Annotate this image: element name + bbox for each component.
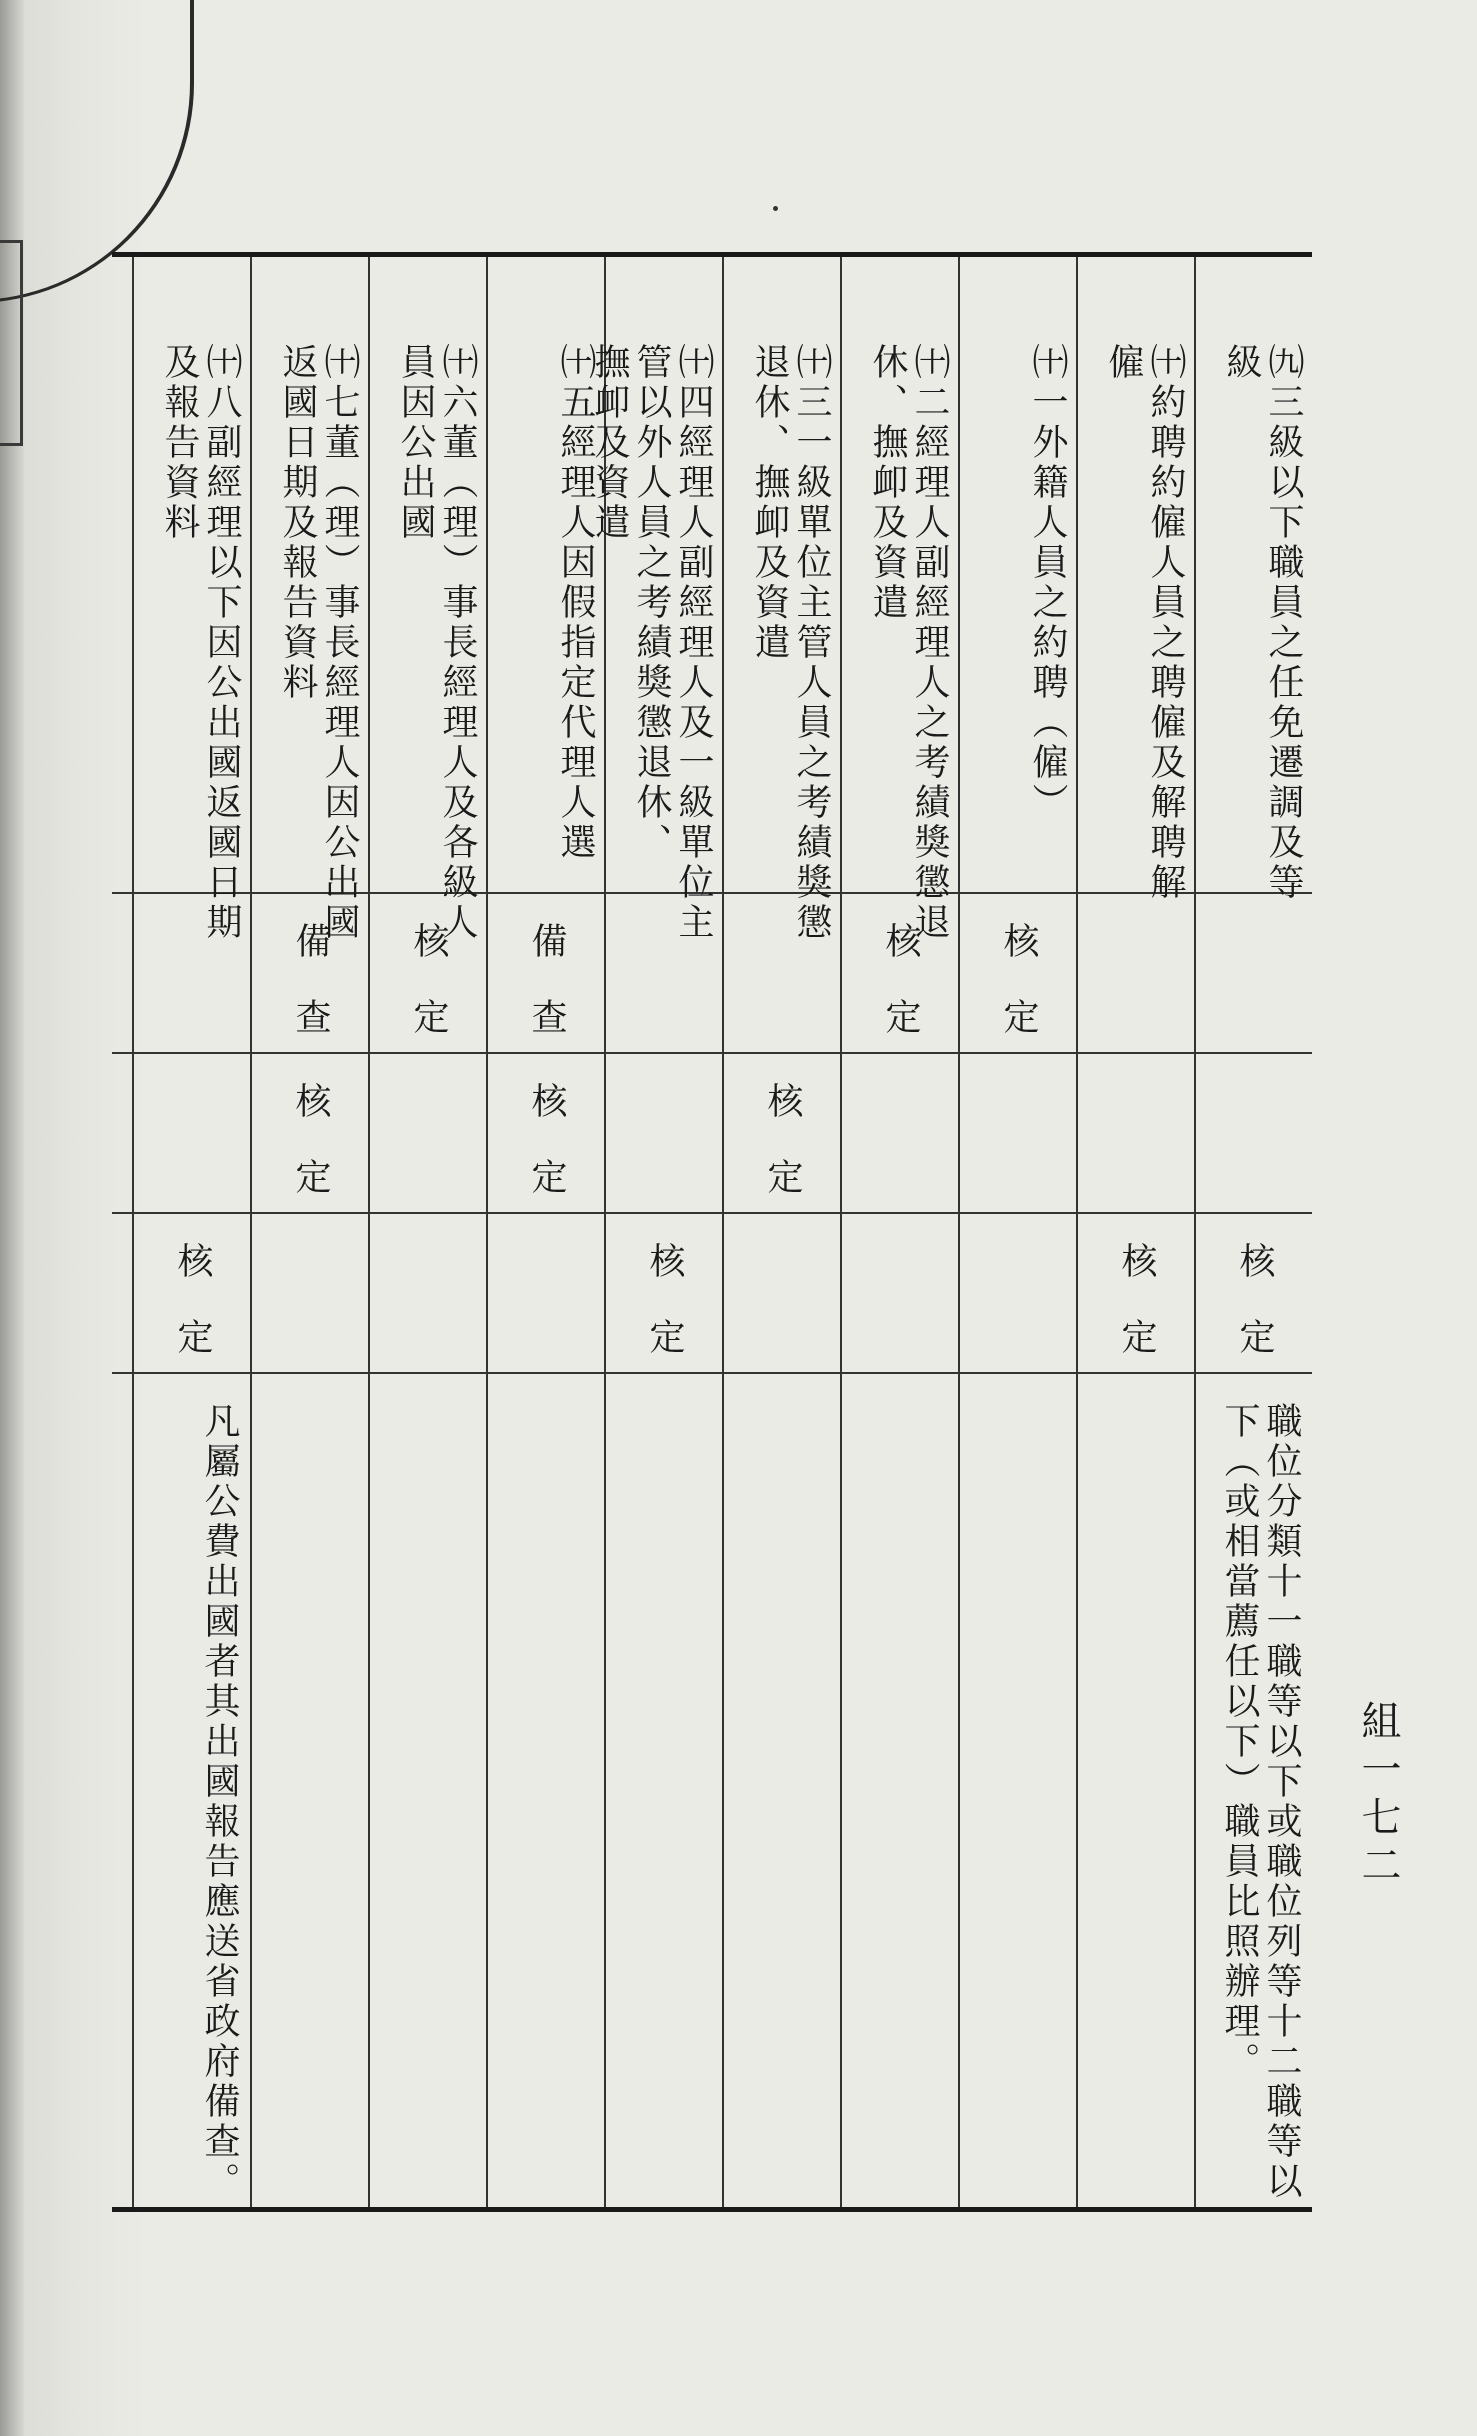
item-text: ㈩八副經理以下因公出國返國日期 及報告資料 [159, 343, 242, 943]
table-column [1076, 257, 1194, 2207]
authority-table [112, 252, 1312, 2212]
authority-mark: 核定 [1116, 1242, 1157, 1394]
authority-mark: 核定 [408, 922, 449, 1074]
item-text: ㈩七董（理）事長經理人因公出國 返國日期及報告資料 [277, 343, 360, 943]
page-number: 組一七二 [1355, 1700, 1401, 1892]
authority-mark: 核定 [998, 922, 1039, 1074]
table-column [840, 257, 958, 2207]
ink-dot [773, 206, 778, 211]
item-text: ㈩四經理人副經理人及一級單位主 管以外人員之考績獎懲退休、 撫卹及資遣 [589, 343, 714, 943]
table-column [132, 257, 250, 2207]
table-column [589, 257, 722, 2207]
item-text: ㈩二經理人副經理人之考績獎懲退 休、撫卹及資遣 [867, 343, 950, 943]
table-column [486, 257, 604, 2207]
table-column [250, 257, 368, 2207]
authority-mark: 核定 [172, 1242, 213, 1394]
authority-mark: 核定 [526, 1082, 567, 1234]
authority-mark: 核定 [290, 1082, 331, 1234]
previous-page-frame [0, 240, 23, 446]
item-text: ㈨三級以下職員之任免遷調及等 級 [1221, 343, 1304, 903]
item-text: ㈩約聘約僱人員之聘僱及解聘解 僱 [1103, 343, 1186, 903]
authority-mark: 核定 [644, 1242, 685, 1394]
item-text: ㈩五經理人因假指定代理人選 [555, 343, 596, 863]
authority-mark: 核定 [762, 1082, 803, 1234]
table-column [722, 257, 840, 2207]
authority-mark: 核定 [1234, 1242, 1275, 1394]
authority-mark: 備查 [290, 922, 331, 1074]
authority-mark: 核定 [880, 922, 921, 1074]
remark-text: 職位分類十一職等以下或職位列等十二職等以 下（或相當薦任以下）職員比照辦理。 [1219, 1402, 1302, 2202]
remark-text: 凡屬公費出國者其出國報告應送省政府備查。 [199, 1402, 240, 2202]
item-text: ㈩一外籍人員之約聘（僱） [1027, 343, 1068, 823]
table-column [368, 257, 486, 2207]
table-column [1194, 257, 1312, 2207]
item-text: ㈩六董（理）事長經理人及各級人 員因公出國 [395, 343, 478, 943]
table-column [958, 257, 1076, 2207]
item-text: ㈩三一級單位主管人員之考績獎懲 退休、撫卹及資遣 [749, 343, 832, 943]
authority-mark: 備查 [526, 922, 567, 1074]
